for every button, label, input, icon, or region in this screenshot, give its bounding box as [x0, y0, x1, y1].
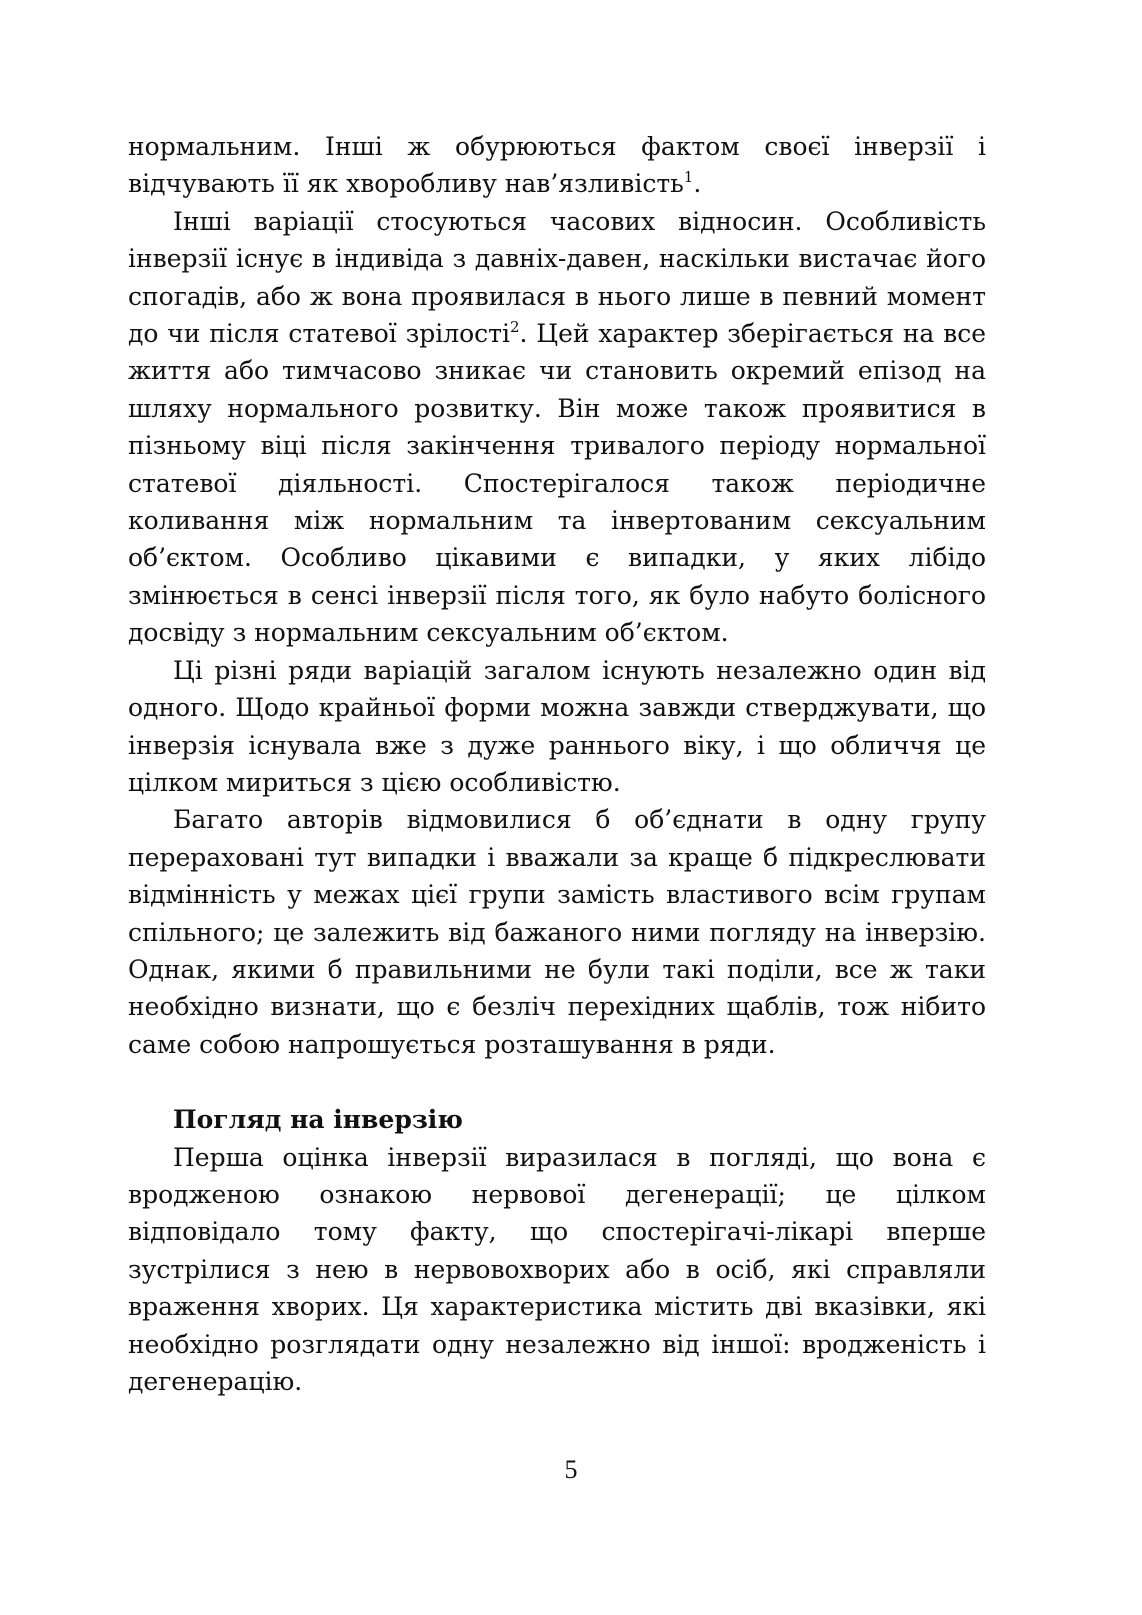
paragraph-2-continuation: . Цей характер зберігається на все життя або тимчасово зникає чи становить окремий епізод на шляху нормального розвитку. Він може також проявитися в пізньому віці після закінчення тривалого періоду нормальної статевої діяльності. Спостерігалося також періодичне коливання між нормальним та інвертованим сексуальним об’єктом. Особливо цікавими є випадки, у яких лібідо змінюється в сенсі інверзії після того, як було набуто болісного досвіду з нормальним сексуальним об’єктом. — [128, 319, 986, 648]
section-paragraph: Перша оцінка інверзії виразилася в погляді, що вона є вродженою ознакою нервової дегенерації; це цілком відповідало тому факту, що спостерігачі-лікарі вперше зустрілися з нею в нервовохворих або в осіб, які справляли враження хворих. Ця характеристика містить дві вказівки, які необхідно розглядати одну незалежно від іншої: вродженість і дегенерацію. — [128, 1142, 986, 1396]
footnote-marker-1[interactable]: 1 — [683, 168, 694, 187]
paragraph-1-text: нормальним. Інші ж обурюються фактом своєї інверзії і відчувають її як хворобливу нав’язливість — [128, 132, 986, 199]
paragraph-2 — [128, 203, 986, 652]
paragraph-2-text: Інші варіації стосуються часових відносин. Особливість інверзії існує в індивіда з давніх-давен, наскільки вистачає його спогадів, або ж вона проявилася в нього лише в певний момент до чи після статевої зрілості — [128, 206, 986, 349]
paragraph-3: Ці різні ряди варіацій загалом існують незалежно один від одного. Щодо крайньої форми можна завжди стверджувати, що інверзія існувала вже з дуже раннього віку, і що обличчя це цілком мириться з цією особливістю. — [128, 655, 986, 797]
paragraph-1-end: . — [693, 169, 702, 199]
section-heading: Погляд на інверзію — [173, 1105, 463, 1135]
page-number: 5 — [564, 1455, 578, 1484]
paragraph-4: Багато авторів відмовилися б об’єднати в одну групу перераховані тут випадки і вважали за краще б підкреслювати відмінність у межах цієї групи замість властивого всім групам спільного; це залежить від бажаного ними погляду на інверзію. Однак, якими б правильними не були такі поділи, все ж таки необхідно визнати, що є безліч перехідних щаблів, тож нібито саме собою напрошується розташування в ряди. — [128, 805, 986, 1059]
footnote-marker-2[interactable]: 2 — [509, 318, 520, 337]
page-body — [128, 128, 986, 1400]
paragraph-1 — [128, 128, 986, 203]
